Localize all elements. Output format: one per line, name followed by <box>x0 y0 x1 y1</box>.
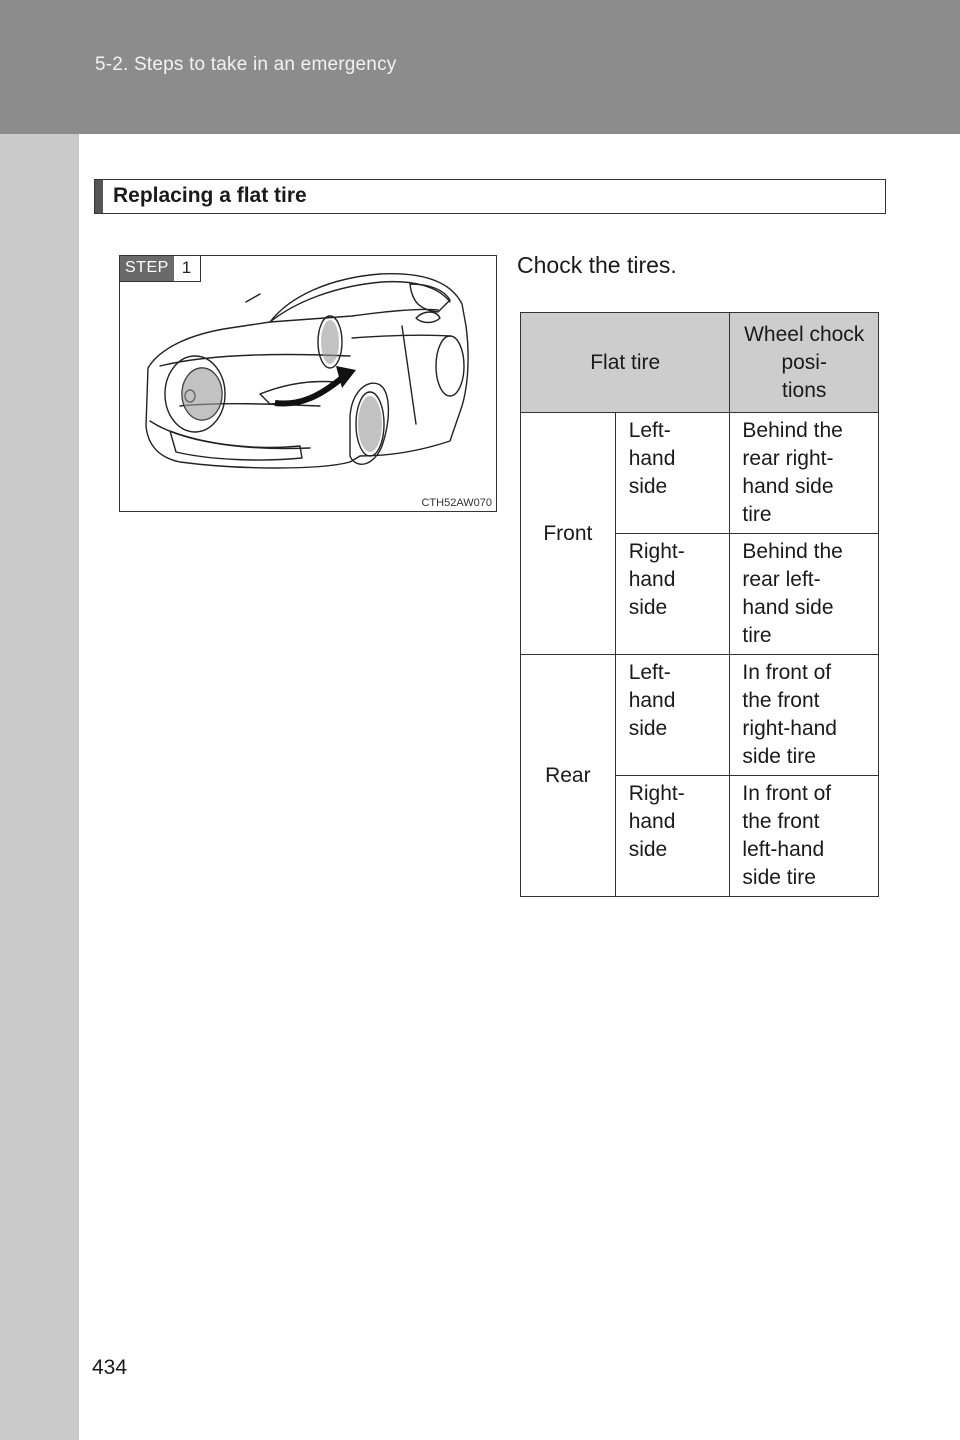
group-label-rear: Rear <box>521 655 616 897</box>
step-badge <box>120 256 201 282</box>
group-label-front: Front <box>521 413 616 655</box>
section-title: Replacing a flat tire <box>113 184 307 207</box>
step-instruction: Chock the tires. <box>517 252 677 278</box>
table-row <box>521 413 879 534</box>
side-cell: Right- hand side <box>615 534 730 655</box>
car-with-chock-drawing <box>120 256 497 512</box>
heading-accent <box>95 180 103 213</box>
chock-position-cell: In front of the front right-hand side tire <box>730 655 879 776</box>
side-margin-strip <box>0 134 79 1440</box>
page-number: 434 <box>92 1356 128 1379</box>
chock-position-cell: Behind the rear right- hand side tire <box>730 413 879 534</box>
car-illustration <box>119 255 497 512</box>
header-chock-positions: Wheel chock posi- tions <box>730 313 879 413</box>
chock-position-cell: In front of the front left-hand side tire <box>730 776 879 897</box>
side-cell: Left- hand side <box>615 655 730 776</box>
chock-position-cell: Behind the rear left- hand side tire <box>730 534 879 655</box>
wheel-chock-table <box>520 312 879 897</box>
table-header-row <box>521 313 879 413</box>
step-number: 1 <box>174 256 200 281</box>
step-label: STEP <box>120 256 174 281</box>
header-flat-tire: Flat tire <box>521 313 730 413</box>
section-heading <box>94 179 886 214</box>
section-breadcrumb: 5-2. Steps to take in an emergency <box>95 54 397 75</box>
table-row <box>521 655 879 776</box>
figure-code: CTH52AW070 <box>421 497 492 509</box>
side-cell: Right- hand side <box>615 776 730 897</box>
side-cell: Left- hand side <box>615 413 730 534</box>
